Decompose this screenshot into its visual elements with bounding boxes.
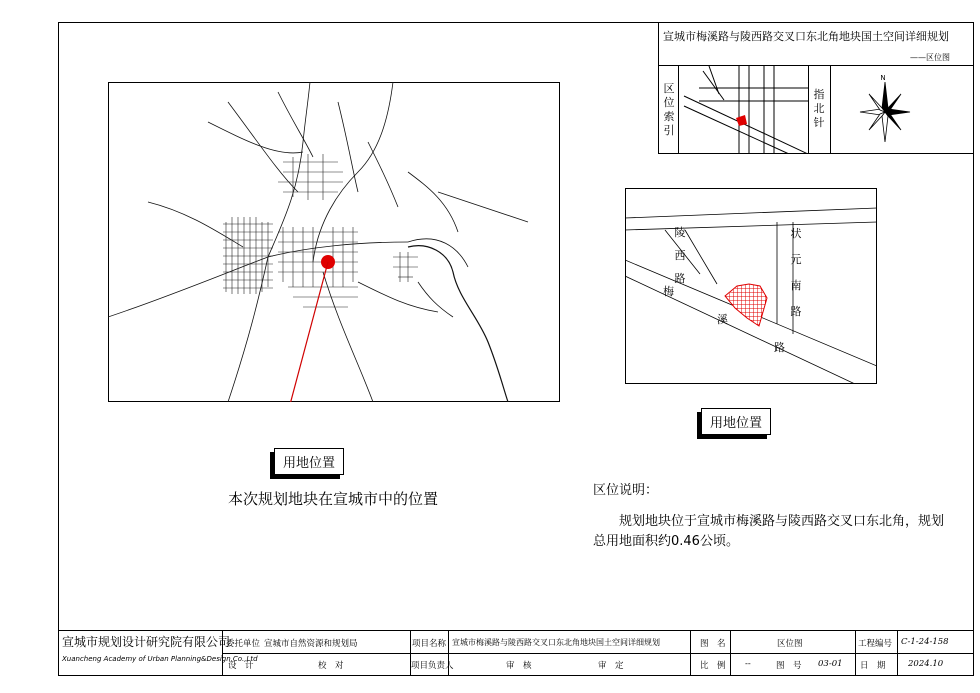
scale-label: 比 例 — [700, 661, 726, 671]
divider — [730, 630, 731, 676]
city-site-label: 用地位置 — [274, 448, 344, 475]
project-no-value: C-1-24-158 — [901, 637, 949, 647]
north-label: 指 北 针 — [813, 88, 825, 129]
divider — [830, 66, 831, 154]
date-value: 2024.10 — [908, 659, 944, 669]
explanation-body: 规划地块位于宣城市梅溪路与陵西路交叉口东北角，规划总用地面积约0.46公顷。 — [593, 514, 945, 549]
drawing-name-value: 区位图 — [777, 639, 803, 649]
city-map-drawing — [108, 82, 560, 402]
client-label: 委托单位 — [226, 639, 261, 649]
divider — [897, 630, 898, 676]
design-label: 设 计 — [228, 661, 254, 671]
north-arrow-icon — [855, 72, 915, 150]
sheet-no-value: 03-01 — [818, 659, 843, 669]
date-label: 日 期 — [860, 661, 886, 671]
north-letter: N — [880, 74, 886, 82]
sheet-subtitle: ——区位图 — [910, 53, 950, 62]
index-thumbnail-map — [679, 66, 808, 154]
divider — [855, 630, 856, 676]
project-no-label: 工程编号 — [858, 639, 893, 649]
leader-line — [276, 262, 328, 402]
review-label: 审 核 — [506, 661, 532, 671]
explanation-title: 区位说明： — [593, 483, 659, 498]
road-label-zhuangyuan: 状 元 南 路 — [790, 227, 802, 318]
sheet-no-label: 图 号 — [776, 661, 802, 671]
road-label-lingxi: 陵 西 路 — [674, 226, 686, 285]
org-name-cn: 宣城市规划设计研究院有限公司 — [62, 635, 231, 649]
road-label-meixi-1: 梅 — [663, 285, 674, 298]
approve-label: 审 定 — [598, 661, 624, 671]
client-value: 宣城市自然资源和规划局 — [264, 639, 358, 649]
index-site-marker — [736, 115, 747, 126]
divider — [690, 630, 691, 676]
region-index-label: 区 位 索 引 — [663, 82, 675, 137]
detail-site-label: 用地位置 — [701, 408, 771, 435]
divider — [222, 653, 974, 654]
lead-label: 项目负责人 — [411, 661, 454, 671]
scale-value: -- — [745, 659, 751, 669]
org-name-en: Xuancheng Academy of Urban Planning&Design,Co.,Ltd — [62, 655, 258, 663]
drawing-name-label: 图 名 — [700, 639, 726, 649]
divider — [808, 66, 809, 154]
road-label-meixi-2: 溪 — [717, 313, 728, 326]
project-label: 项目名称 — [412, 639, 447, 649]
city-map-caption: 本次规划地块在宣城市中的位置 — [228, 490, 439, 508]
project-value: 宣城市梅溪路与陵西路交叉口东北角地块国土空间详细规划 — [452, 638, 660, 647]
sheet-title: 宣城市梅溪路与陵西路交叉口东北角地块国土空间详细规划 — [663, 30, 949, 43]
check-label: 校 对 — [318, 661, 344, 671]
road-label-meixi-3: 路 — [774, 341, 785, 354]
